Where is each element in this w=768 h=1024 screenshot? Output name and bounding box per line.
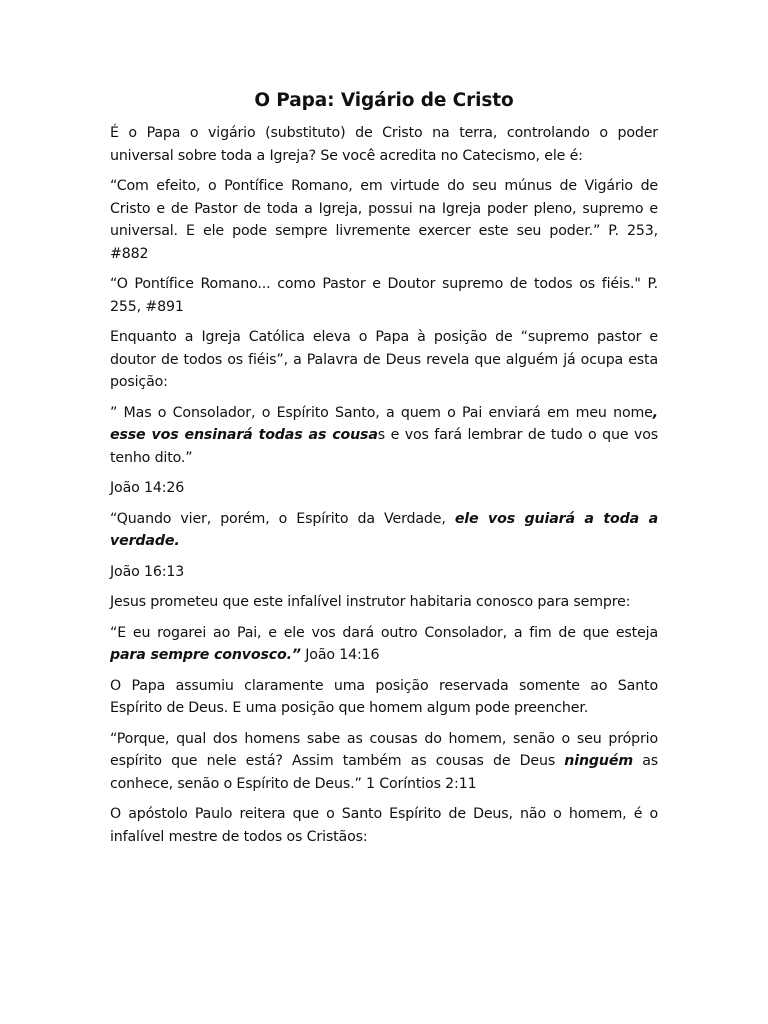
emphasized-text: ninguém (564, 753, 633, 769)
paragraph-text: Jesus prometeu que este infalível instrutor habitaria conosco para sempre: (110, 594, 631, 610)
paragraph-text: as conhece, senão o Espírito de Deus.” 1 Coríntios 2:11 (110, 753, 658, 792)
paragraph (110, 326, 658, 394)
paragraph-text: João 16:13 (110, 563, 185, 580)
paragraph (110, 175, 658, 265)
emphasized-text: , esse vos ensinará todas as cousa (110, 404, 658, 443)
paragraph-text: “O Pontífice Romano... como Pastor e Doutor supremo de todos os fiéis." P. 255, #891 (110, 276, 658, 315)
paragraph-text: “Porque, qual dos homens sabe as cousas do homem, senão o seu próprio espírito que nele está? Assim também as cousas de Deus (110, 730, 658, 769)
paragraph-text: O Papa assumiu claramente uma posição reservada somente ao Santo Espírito de Deus. E uma posição que homem algum pode preencher. (110, 677, 658, 716)
paragraph (110, 561, 658, 584)
paragraph (110, 591, 658, 614)
paragraph-text: Enquanto a Igreja Católica eleva o Papa à posição de “supremo pastor e doutor de todos os fiéis”, a Palavra de Deus revela que alguém já ocupa esta posição: (110, 329, 658, 390)
paragraph-text: O apóstolo Paulo reitera que o Santo Espírito de Deus, não o homem, é o infalível mestre de todos os Cristãos: (110, 806, 658, 845)
paragraph (110, 508, 658, 553)
paragraph-text: ” Mas o Consolador, o Espírito Santo, a quem o Pai enviará em meu nome (110, 404, 653, 421)
paragraph (110, 477, 658, 500)
emphasized-text: para sempre convosco.” (110, 647, 301, 663)
document-page (110, 88, 658, 856)
document-body (110, 122, 658, 848)
paragraph (110, 122, 658, 167)
paragraph (110, 273, 658, 318)
paragraph (110, 622, 658, 667)
paragraph-text: João 14:16 (300, 647, 380, 663)
paragraph (110, 728, 658, 796)
document-title: O Papa: Vigário de Cristo (254, 90, 514, 111)
emphasized-text: ele vos guiará a toda a verdade. (110, 510, 659, 549)
paragraph-text: “E eu rogarei ao Pai, e ele vos dará outro Consolador, a fim de que esteja (110, 624, 658, 641)
paragraph (110, 402, 658, 470)
paragraph (110, 675, 658, 720)
paragraph-text: É o Papa o vigário (substituto) de Cristo na terra, controlando o poder universal sobre toda a Igreja? Se você acredita no Catecismo, ele é: (110, 125, 658, 164)
paragraph-text: “Quando vier, porém, o Espírito da Verdade, (110, 510, 455, 527)
paragraph (110, 803, 658, 848)
paragraph-text: “Com efeito, o Pontífice Romano, em virtude do seu múnus de Vigário de Cristo e de Pastor de toda a Igreja, possui na Igreja poder pleno, supremo e universal. E ele pode sempre livremente exercer este seu poder.” P. 253, #882 (110, 178, 658, 262)
paragraph-text: s e vos fará lembrar de tudo o que vos tenho dito.” (110, 427, 658, 466)
paragraph-text: João 14:26 (110, 480, 185, 496)
